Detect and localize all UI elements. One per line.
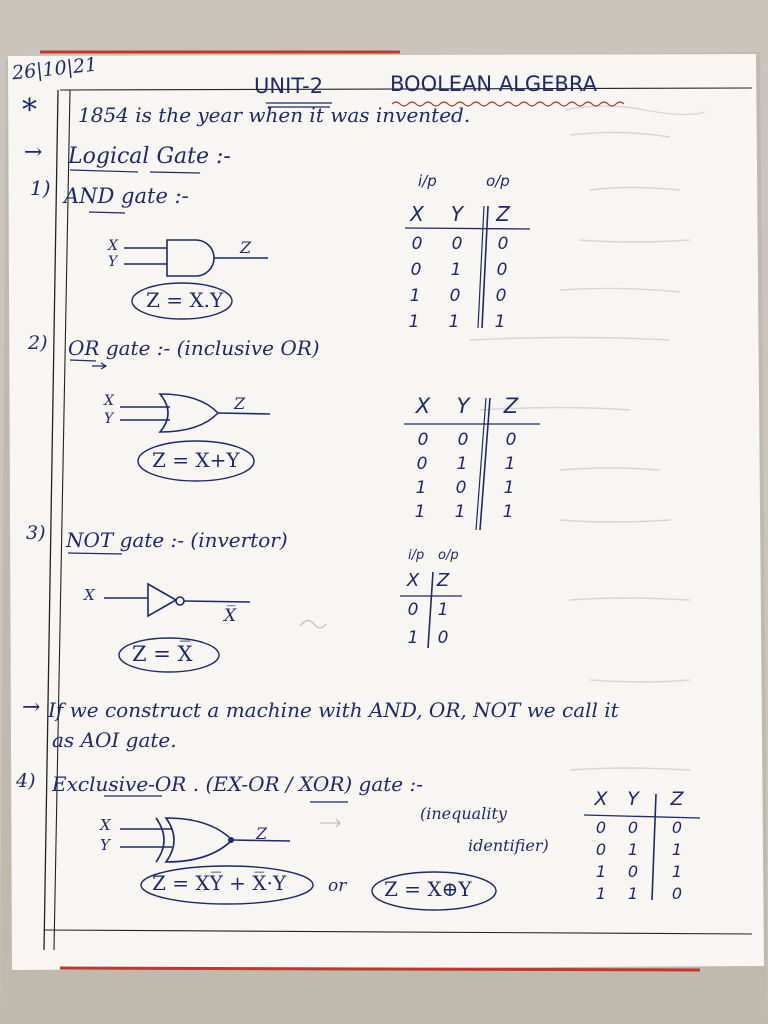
not-formula: Z = X̅: [132, 642, 193, 666]
xor-table-cell: 0: [671, 818, 683, 837]
and-table-cell: 0: [496, 260, 508, 280]
and-table-header-x: X: [410, 202, 424, 226]
unit-title: UNIT-2: [254, 74, 324, 98]
and-table-header-z: Z: [496, 202, 510, 226]
or-table-cell: 0: [455, 478, 467, 498]
not-table-op: o/p: [438, 548, 459, 563]
logical-gate-heading: Logical Gate :-: [68, 144, 231, 169]
xor-table-cell: 0: [595, 840, 607, 859]
or-input-x: X: [104, 393, 114, 409]
xor-table-cell: 0: [627, 862, 639, 881]
or-table-header-x: X: [415, 394, 431, 418]
and-heading: AND gate :-: [64, 184, 189, 208]
xor-table-cell: 1: [595, 862, 607, 881]
xor-table-header-z: Z: [670, 788, 684, 810]
or-number: 2): [28, 332, 48, 354]
not-input-x: X: [84, 586, 95, 604]
xor-table-header-x: X: [594, 788, 608, 810]
and-table-cell: 0: [495, 286, 507, 306]
xor-table-cell: 1: [671, 840, 683, 859]
and-table-cell: 0: [449, 286, 461, 306]
xor-table-cell: 0: [671, 884, 683, 903]
logical-gate-arrow: →: [24, 140, 43, 165]
not-table-cell: 0: [437, 628, 449, 648]
not-table-cell: 1: [407, 628, 419, 648]
and-table-cell: 1: [448, 312, 460, 332]
not-table-ip: i/p: [408, 548, 425, 563]
or-table-cell: 1: [414, 502, 426, 522]
or-table-cell: 0: [457, 430, 469, 450]
and-table-cell: 0: [411, 234, 423, 254]
or-table-cell: 1: [502, 502, 514, 522]
and-number: 1): [30, 176, 51, 200]
and-table-header-y: Y: [450, 202, 464, 226]
and-table-cell: 1: [409, 286, 421, 306]
or-truth-table: [400, 390, 550, 540]
or-table-cell: 0: [505, 430, 517, 450]
not-number: 3): [26, 522, 46, 544]
xor-output: Z: [256, 824, 268, 843]
not-table-header-z: Z: [436, 570, 450, 591]
not-table-cell: 0: [407, 600, 419, 620]
or-formula: Z = X+Y: [152, 448, 240, 472]
and-table-cell: 0: [451, 234, 463, 254]
xor-note-line-2: identifier): [468, 836, 549, 855]
or-table-cell: 1: [415, 478, 427, 498]
and-truth-table: [400, 172, 540, 332]
xor-table-cell: 1: [627, 840, 639, 859]
xor-table-cell: 0: [595, 818, 607, 837]
date-label: 26|10|21: [11, 53, 99, 85]
or-table-header-z: Z: [503, 394, 519, 418]
aoi-arrow: →: [22, 695, 41, 720]
xor-note-line-1: (inequality: [420, 804, 507, 823]
or-heading: OR gate :- (inclusive OR): [68, 336, 320, 360]
xor-table-header-y: Y: [627, 788, 639, 810]
not-output: X̅: [224, 606, 237, 626]
xor-heading: Exclusive-OR . (EX-OR / XOR) gate :-: [52, 772, 423, 796]
or-output: Z: [234, 394, 246, 413]
not-heading: NOT gate :- (invertor): [66, 528, 288, 552]
subject-title: BOOLEAN ALGEBRA: [390, 72, 597, 96]
or-table-cell: 1: [456, 454, 468, 474]
xor-or-word: or: [328, 876, 347, 896]
xor-formula-symbol: Z = X⊕Y: [384, 877, 472, 901]
or-table-cell: 0: [416, 454, 428, 474]
and-formula: Z = X.Y: [146, 288, 224, 312]
and-table-cell: 0: [497, 234, 509, 254]
or-table-header-y: Y: [456, 394, 470, 418]
and-input-y: Y: [108, 254, 118, 270]
or-table-cell: 0: [417, 430, 429, 450]
and-table-ip: i/p: [418, 172, 437, 190]
or-table-cell: 1: [503, 478, 515, 498]
star-bullet: *: [22, 93, 37, 128]
xor-table-cell: 1: [595, 884, 607, 903]
and-input-x: X: [108, 238, 118, 254]
invented-note: 1854 is the year when it was invented.: [78, 103, 471, 127]
aoi-line-1: If we construct a machine with AND, OR, NOT we call it: [48, 698, 619, 722]
xor-input-x: X: [100, 816, 111, 834]
xor-truth-table: [586, 788, 706, 908]
and-table-op: o/p: [486, 172, 510, 190]
and-output: Z: [240, 238, 252, 257]
xor-formula-sop: Z = XY̅ + X̅·Y: [152, 871, 287, 895]
or-table-cell: 1: [454, 502, 466, 522]
xor-table-cell: 0: [627, 818, 639, 837]
or-table-cell: 1: [504, 454, 516, 474]
xor-table-cell: 1: [627, 884, 639, 903]
aoi-line-2: as AOI gate.: [52, 728, 177, 752]
not-table-header-x: X: [406, 570, 420, 591]
and-table-cell: 1: [494, 312, 506, 332]
xor-number: 4): [16, 770, 36, 792]
and-table-cell: 1: [408, 312, 420, 332]
not-truth-table: [398, 548, 478, 658]
xor-input-y: Y: [100, 836, 110, 854]
and-table-cell: 1: [450, 260, 462, 280]
or-input-y: Y: [104, 411, 114, 427]
not-table-cell: 1: [437, 600, 449, 620]
and-table-cell: 0: [410, 260, 422, 280]
xor-table-cell: 1: [671, 862, 683, 881]
